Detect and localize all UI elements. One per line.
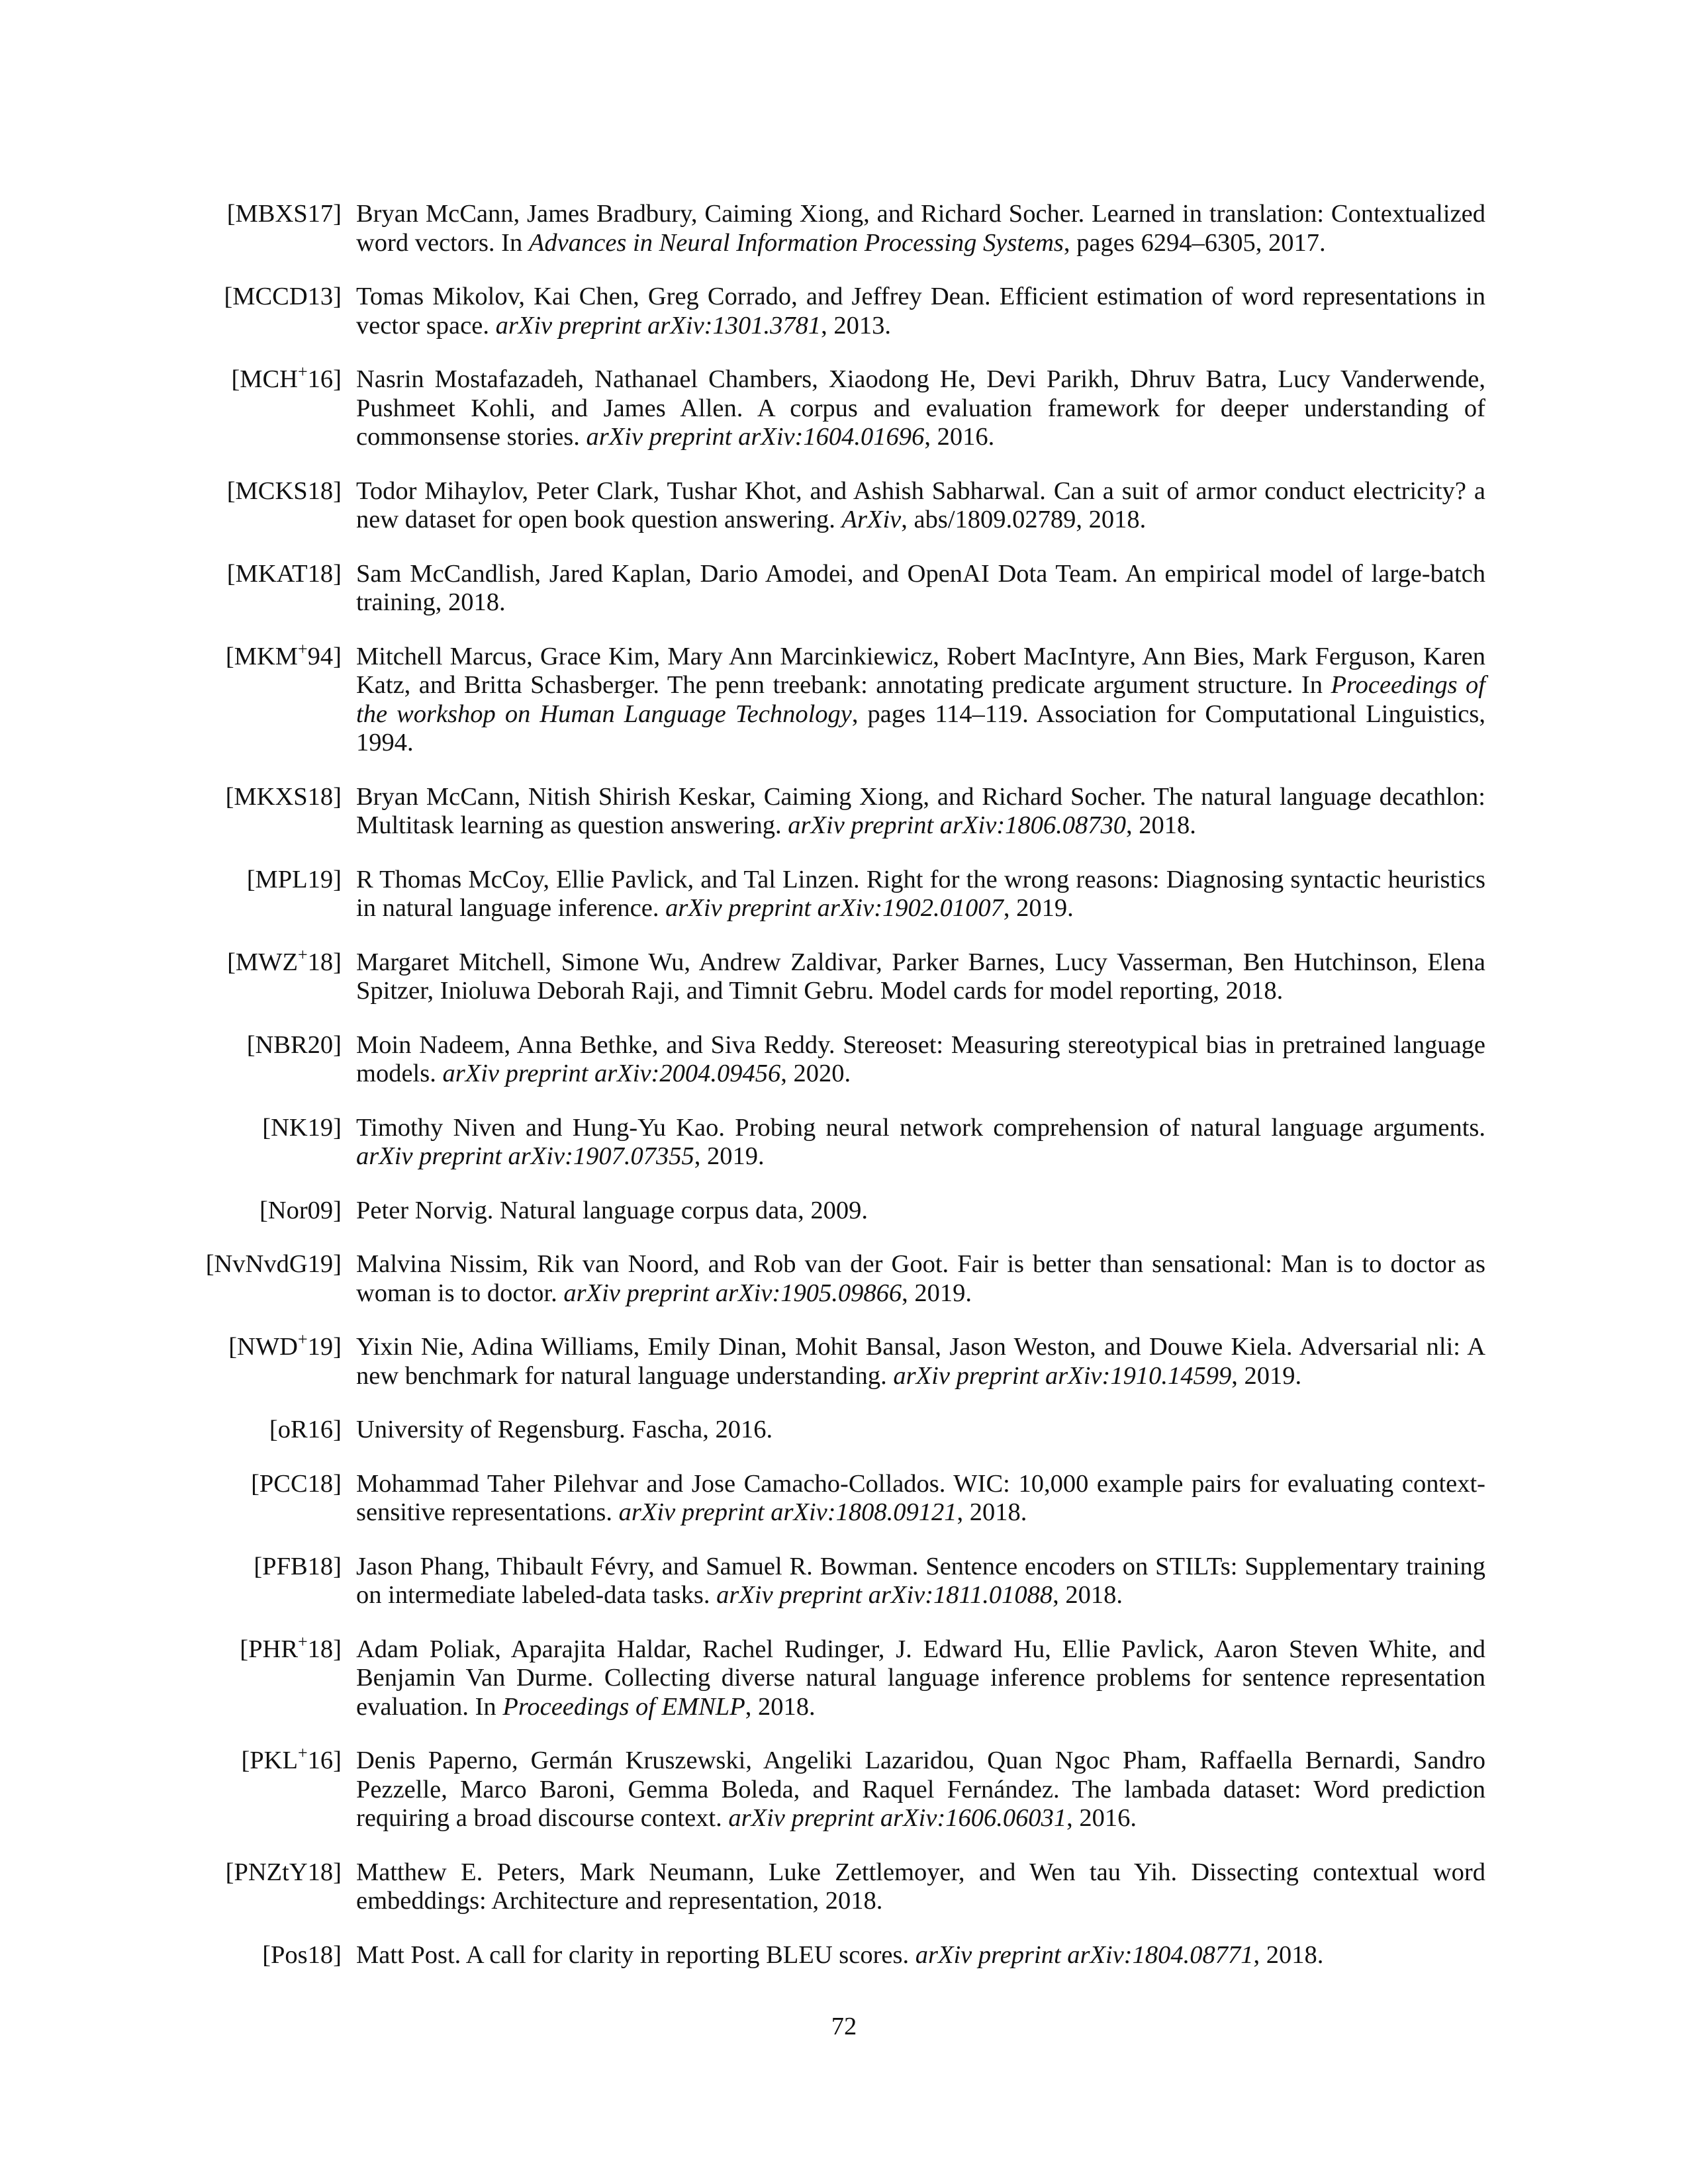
reference-key: [NBR20]: [246, 1030, 342, 1059]
reference-text: Margaret Mitchell, Simone Wu, Andrew Zaldivar, Parker Barnes, Lucy Vasserman, Ben Hutchinson, Elena Spitzer, Inioluwa Deborah Raji, and Timnit Gebru. Model cards for model reporting, 2018.: [356, 948, 1485, 1005]
page-number: 72: [831, 2013, 857, 2040]
reference-key-superscript: +: [298, 639, 308, 659]
reference-key: [PCC18]: [251, 1469, 342, 1498]
reference-key: [NK19]: [262, 1113, 342, 1142]
reference-text: Mohammad Taher Pilehvar and Jose Camacho-Collados. WIC: 10,000 example pairs for evaluating context-sensitive representations. arXiv preprint arXiv:1808.09121, 2018.: [356, 1469, 1485, 1526]
reference-key: [PKL+16]: [241, 1743, 342, 1774]
reference-text: Malvina Nissim, Rik van Noord, and Rob van der Goot. Fair is better than sensational: Man is to doctor as woman is to doctor. arXiv preprint arXiv:1905.09866, 2019.: [356, 1250, 1485, 1307]
reference-entry: [0, 1250, 1688, 1308]
reference-entry: [0, 1553, 1688, 1610]
reference-entry: [0, 1941, 1688, 1970]
reference-key: [Pos18]: [262, 1940, 342, 1969]
reference-text: Adam Poliak, Aparajita Haldar, Rachel Rudinger, J. Edward Hu, Ellie Pavlick, Aaron Steven White, and Benjamin Van Durme. Collecting diverse natural language inference problems for sentence representation evaluation. In Proceedings of EMNLP, 2018.: [356, 1635, 1485, 1721]
reference-text: Matt Post. A call for clarity in reporting BLEU scores. arXiv preprint arXiv:1804.08771, 2018.: [356, 1940, 1324, 1969]
reference-key: [PNZtY18]: [225, 1858, 342, 1886]
reference-entry: [0, 783, 1688, 841]
reference-entry: [0, 944, 1688, 1006]
reference-list: [0, 200, 1688, 1995]
reference-text: Denis Paperno, Germán Kruszewski, Angeliki Lazaridou, Quan Ngoc Pham, Raffaella Bernardi, Sandro Pezzelle, Marco Baroni, Gemma Boleda, and Raquel Fernández. The lambada dataset: Word prediction requiring a broad discourse context. arXiv preprint arXiv:1606.06031, 2016.: [356, 1747, 1485, 1832]
reference-text: Moin Nadeem, Anna Bethke, and Siva Reddy. Stereoset: Measuring stereotypical bias in pretrained language models. arXiv preprint arXiv:2004.09456, 2020.: [356, 1030, 1485, 1087]
reference-entry: [0, 1114, 1688, 1171]
reference-key: [MCKS18]: [226, 477, 342, 505]
reference-key: [MKXS18]: [225, 782, 342, 811]
reference-key: [MKM+94]: [225, 639, 342, 670]
reference-text: Nasrin Mostafazadeh, Nathanael Chambers, Xiaodong He, Devi Parikh, Dhruv Batra, Lucy Vanderwende, Pushmeet Kohli, and James Allen. A corpus and evaluation framework for deeper understanding of commonsense stories. arXiv preprint arXiv:1604.01696, 2016.: [356, 365, 1485, 451]
reference-entry: [0, 1197, 1688, 1226]
reference-entry: [0, 866, 1688, 923]
reference-text: Bryan McCann, James Bradbury, Caiming Xiong, and Richard Socher. Learned in translation: Contextualized word vectors. In Advances in Neural Information Processing Systems, pages 6294–6305, 2017.: [356, 200, 1485, 257]
reference-text: Tomas Mikolov, Kai Chen, Greg Corrado, and Jeffrey Dean. Efficient estimation of word representations in vector space. arXiv preprint arXiv:1301.3781, 2013.: [356, 283, 1485, 340]
reference-text: Yixin Nie, Adina Williams, Emily Dinan, Mohit Bansal, Jason Weston, and Douwe Kiela. Adversarial nli: A new benchmark for natural language understanding. arXiv preprint arXiv:1910.14599, 2019.: [356, 1333, 1485, 1390]
reference-entry: [0, 477, 1688, 535]
reference-text: Jason Phang, Thibault Févry, and Samuel R. Bowman. Sentence encoders on STILTs: Supplementary training on intermediate labeled-data tasks. arXiv preprint arXiv:1811.01088, 2018.: [356, 1552, 1485, 1609]
reference-entry: [0, 639, 1688, 758]
reference-text: Bryan McCann, Nitish Shirish Keskar, Caiming Xiong, and Richard Socher. The natural language decathlon: Multitask learning as question answering. arXiv preprint arXiv:1806.08730, 2018.: [356, 782, 1485, 839]
reference-key: [MKAT18]: [226, 559, 342, 588]
reference-text: Sam McCandlish, Jared Kaplan, Dario Amodei, and OpenAI Dota Team. An empirical model of large-batch training, 2018.: [356, 559, 1485, 616]
reference-text: Todor Mihaylov, Peter Clark, Tushar Khot, and Ashish Sabharwal. Can a suit of armor conduct electricity? a new dataset for open book question answering. ArXiv, abs/1809.02789, 2018.: [356, 477, 1485, 533]
reference-entry: [0, 283, 1688, 340]
reference-entry: [0, 1631, 1688, 1722]
reference-entry: [0, 200, 1688, 257]
reference-key: [oR16]: [269, 1416, 342, 1443]
reference-key: [NWD+19]: [228, 1330, 342, 1361]
reference-key: [MBXS17]: [226, 200, 342, 228]
reference-text: Peter Norvig. Natural language corpus data, 2009.: [356, 1196, 868, 1224]
reference-key: [MCCD13]: [224, 283, 342, 310]
reference-text: Mitchell Marcus, Grace Kim, Mary Ann Marcinkiewicz, Robert MacIntyre, Ann Bies, Mark Ferguson, Karen Katz, and Britta Schasberger. The penn treebank: annotating predicate argument structure. In Proceedings of the workshop on Human Language Technology, pages 114–119. Association for Computational Linguistics, 1994.: [356, 642, 1486, 756]
reference-entry: [0, 1470, 1688, 1527]
reference-key: [PFB18]: [254, 1552, 342, 1580]
reference-entry: [0, 1330, 1688, 1390]
reference-key: [Nor09]: [259, 1196, 342, 1224]
reference-key-superscript: +: [298, 362, 308, 381]
reference-key-superscript: +: [298, 1631, 308, 1651]
reference-key: [MWZ+18]: [227, 944, 342, 976]
reference-key-superscript: +: [298, 1330, 308, 1349]
reference-text: University of Regensburg. Fascha, 2016.: [356, 1416, 773, 1443]
reference-key-superscript: +: [298, 1743, 308, 1762]
reference-key: [MCH+16]: [231, 362, 342, 393]
reference-text: R Thomas McCoy, Ellie Pavlick, and Tal Linzen. Right for the wrong reasons: Diagnosing syntactic heuristics in natural language inference. arXiv preprint arXiv:1902.01007, 2019.: [356, 865, 1485, 922]
reference-text: Timothy Niven and Hung-Yu Kao. Probing neural network comprehension of natural language arguments. arXiv preprint arXiv:1907.07355, 2019.: [356, 1113, 1485, 1170]
reference-key-superscript: +: [298, 944, 308, 964]
reference-key: [MPL19]: [246, 865, 342, 893]
reference-key: [NvNvdG19]: [205, 1250, 342, 1278]
reference-entry: [0, 1416, 1688, 1445]
reference-key: [PHR+18]: [240, 1631, 342, 1663]
reference-entry: [0, 362, 1688, 452]
reference-text: Matthew E. Peters, Mark Neumann, Luke Zettlemoyer, and Wen tau Yih. Dissecting contextual word embeddings: Architecture and representation, 2018.: [356, 1858, 1485, 1915]
reference-entry: [0, 1858, 1688, 1916]
reference-entry: [0, 560, 1688, 617]
reference-entry: [0, 1031, 1688, 1089]
reference-entry: [0, 1743, 1688, 1833]
